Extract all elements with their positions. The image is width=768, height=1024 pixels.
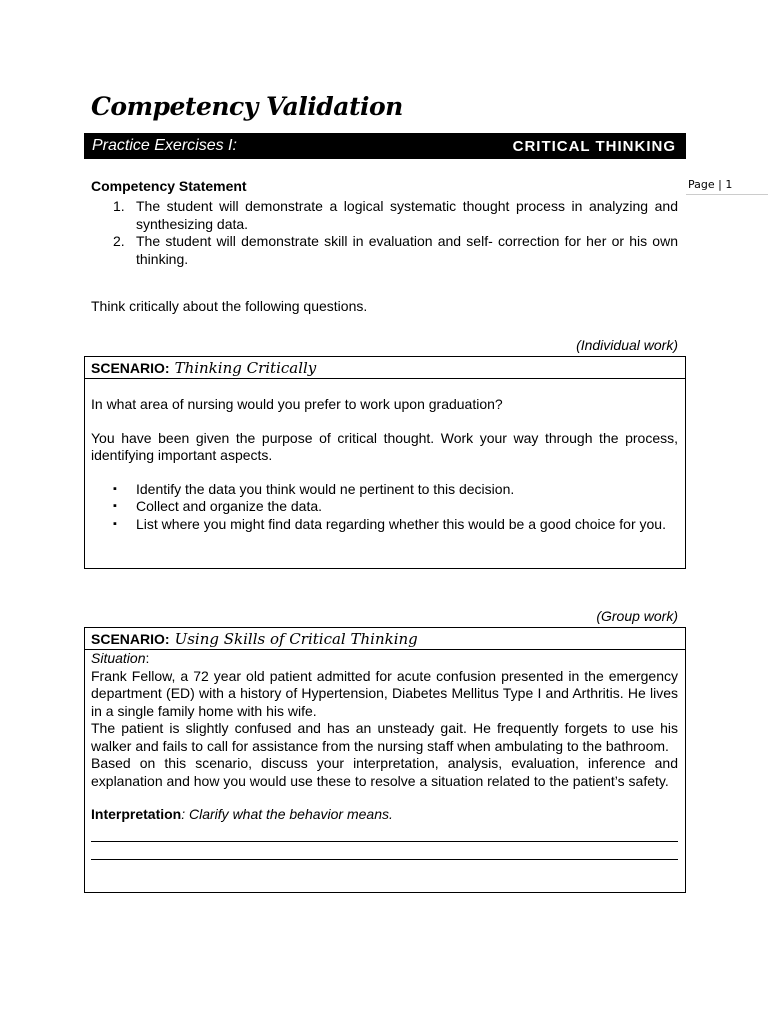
banner-left-text: Practice Exercises I: — [92, 137, 237, 154]
item-number: 1. — [113, 198, 125, 214]
competency-heading: Competency Statement — [91, 178, 247, 194]
scenario-body — [85, 650, 685, 860]
answer-line[interactable] — [91, 842, 678, 860]
scenario-label: SCENARIO: — [91, 359, 170, 376]
list-item — [91, 198, 678, 233]
bullet-text: List where you might find data regarding whether this would be a good choice for you. — [136, 515, 666, 532]
scenario-label: SCENARIO: — [91, 630, 170, 647]
scenario-title: Using Skills of Critical Thinking — [174, 629, 418, 648]
document-title: Competency Validation — [91, 92, 403, 121]
group-work-label: (Group work) — [596, 608, 678, 624]
scenario-body — [85, 396, 685, 533]
situation-heading — [91, 650, 678, 668]
interpretation-prompt — [91, 806, 678, 824]
bullet-text: Identify the data you think would ne pertinent to this decision. — [136, 480, 515, 497]
scenario-header — [85, 628, 685, 650]
scenario-paragraph: You have been given the purpose of critical thought. Work your way through the process, identifying important aspects. — [91, 429, 678, 463]
scenario-title: Thinking Critically — [174, 358, 317, 377]
answer-line[interactable] — [91, 824, 678, 842]
situation-paragraph-1: Frank Fellow, a 72 year old patient admitted for acute confusion presented in the emergency department (ED) with a history of Hypertension, Diabetes Mellitus Type I and Arthritis. He lives in a single family home with his wife. — [91, 667, 678, 719]
list-item — [91, 516, 678, 534]
individual-work-label: (Individual work) — [576, 337, 678, 353]
banner-right-text: CRITICAL THINKING — [512, 137, 676, 155]
bullet-icon: ▪ — [113, 482, 117, 495]
section-banner — [84, 133, 686, 159]
situation-paragraph-2: The patient is slightly confused and has an unsteady gait. He frequently forgets to use his walker and fails to call for assistance from the nursing staff when ambulating to the bathroom. — [91, 720, 678, 754]
instruction-text: Think critically about the following questions. — [91, 298, 368, 314]
scenario-box-thinking-critically — [84, 356, 686, 569]
item-text: The student will demonstrate a logical systematic thought process in analyzing and synthesizing data. — [136, 198, 678, 232]
situation-colon: : — [145, 650, 150, 666]
bullet-icon: ▪ — [113, 517, 117, 530]
scenario-box-critical-thinking-skills — [84, 627, 686, 893]
list-item — [91, 498, 678, 516]
bullet-icon: ▪ — [113, 500, 117, 512]
bullet-text: Collect and organize the data. — [136, 498, 323, 514]
scenario-question: In what area of nursing would you prefer to work upon graduation? — [91, 396, 503, 412]
page-number: Page | 1 — [686, 177, 768, 195]
scenario-header — [85, 357, 685, 379]
situation-label: Situation — [91, 650, 146, 666]
interpretation-text: : Clarify what the behavior means. — [181, 806, 393, 822]
list-item — [91, 481, 678, 499]
item-text: The student will demonstrate skill in evaluation and self- correction for her or his own thinking. — [136, 233, 678, 267]
bullet-list — [91, 481, 678, 534]
competency-list — [91, 198, 678, 268]
interpretation-label: Interpretation — [91, 806, 182, 822]
item-number: 2. — [113, 233, 125, 249]
list-item — [91, 233, 678, 268]
situation-paragraph-3: Based on this scenario, discuss your interpretation, analysis, evaluation, inference and explanation and how you would use these to resolve a situation related to the patient’s safety. — [91, 755, 678, 789]
